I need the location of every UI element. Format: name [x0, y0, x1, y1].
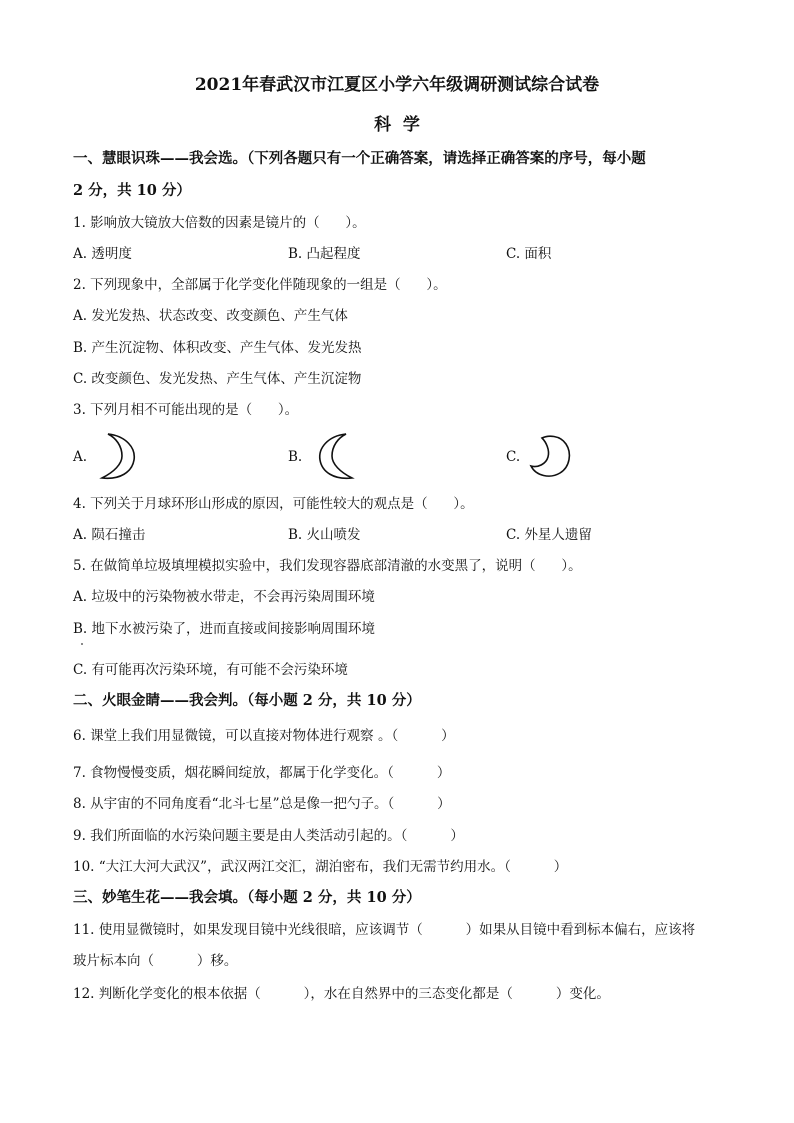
question-3-stem: 3. 下列月相不可能出现的是（ ）。 — [73, 402, 299, 418]
question-8: 8. 从宇宙的不同角度看“北斗七星”总是像一把勺子。（ ） — [73, 796, 451, 812]
question-1-option-c: C. 面积 — [506, 246, 552, 262]
question-12: 12. 判断化学变化的根本依据（ ），水在自然界中的三态变化都是（ ）变化。 — [73, 986, 610, 1002]
question-2-option-c: C. 改变颜色、发光发热、产生气体、产生沉淀物 — [73, 371, 362, 387]
waning-crescent-moon-icon — [96, 430, 142, 482]
question-4-option-b: B. 火山喷发 — [288, 527, 361, 543]
section1-heading-line1: 一、慧眼识珠——我会选。（下列各题只有一个正确答案，请选择正确答案的序号，每小题 — [73, 150, 646, 167]
question-1-option-a: A. 透明度 — [73, 246, 132, 262]
question-6: 6. 课堂上我们用显微镜，可以直接对物体进行观察 。（ ） — [73, 728, 455, 744]
question-4-option-c: C. 外星人遗留 — [506, 527, 592, 543]
question-2-stem: 2. 下列现象中，全部属于化学变化伴随现象的一组是（ ）。 — [73, 277, 447, 293]
waxing-crescent-moon-icon — [312, 430, 358, 482]
question-3-option-a-label: A. — [73, 449, 88, 465]
question-5-stem: 5. 在做简单垃圾填埋模拟实验中，我们发现容器底部清澈的水变黑了，说明（ ）。 — [73, 558, 582, 574]
section3-heading: 三、妙笔生花——我会填。（每小题 2 分，共 10 分） — [73, 889, 421, 906]
section1-heading-line2: 2 分，共 10 分） — [73, 182, 191, 199]
question-5-option-b: B. 地下水被污染了，进而直接或间接影响周围环境 — [73, 621, 376, 637]
question-5-option-c: C. 有可能再次污染环境，有可能不会污染环境 — [73, 662, 348, 678]
question-3-option-b-label: B. — [288, 449, 303, 465]
question-3-option-c-label: C. — [506, 449, 521, 465]
question-10: 10. “大江大河大武汉”，武汉两江交汇，湖泊密布，我们无需节约用水。（ ） — [73, 859, 568, 875]
section2-heading: 二、火眼金睛——我会判。（每小题 2 分，共 10 分） — [73, 692, 421, 709]
question-11-line2: 玻片标本向（ ）移。 — [73, 953, 238, 969]
gibbous-moon-icon — [526, 432, 574, 480]
question-5-option-a: A. 垃圾中的污染物被水带走，不会再污染周围环境 — [73, 589, 375, 605]
subject-title: 科 学 — [374, 115, 420, 135]
question-4-stem: 4. 下列关于月球环形山形成的原因，可能性较大的观点是（ ）。 — [73, 496, 474, 512]
question-7: 7. 食物慢慢变质，烟花瞬间绽放，都属于化学变化。（ ） — [73, 765, 451, 781]
question-9: 9. 我们所面临的水污染问题主要是由人类活动引起的。（ ） — [73, 828, 464, 844]
question-4-option-a: A. 陨石撞击 — [73, 527, 146, 543]
question-1-option-b: B. 凸起程度 — [288, 246, 361, 262]
question-11-line1: 11. 使用显微镜时，如果发现目镜中光线很暗，应该调节（ ）如果从目镜中看到标本偏右，应该将 — [73, 922, 696, 938]
question-1-stem: 1. 影响放大镜放大倍数的因素是镜片的（ ）。 — [73, 215, 366, 231]
question-2-option-b: B. 产生沉淀物、体积改变、产生气体、发光发热 — [73, 340, 362, 356]
stray-dot — [81, 643, 83, 645]
exam-title: 2021年春武汉市江夏区小学六年级调研测试综合试卷 — [194, 75, 600, 95]
question-2-option-a: A. 发光发热、状态改变、改变颜色、产生气体 — [73, 308, 348, 324]
